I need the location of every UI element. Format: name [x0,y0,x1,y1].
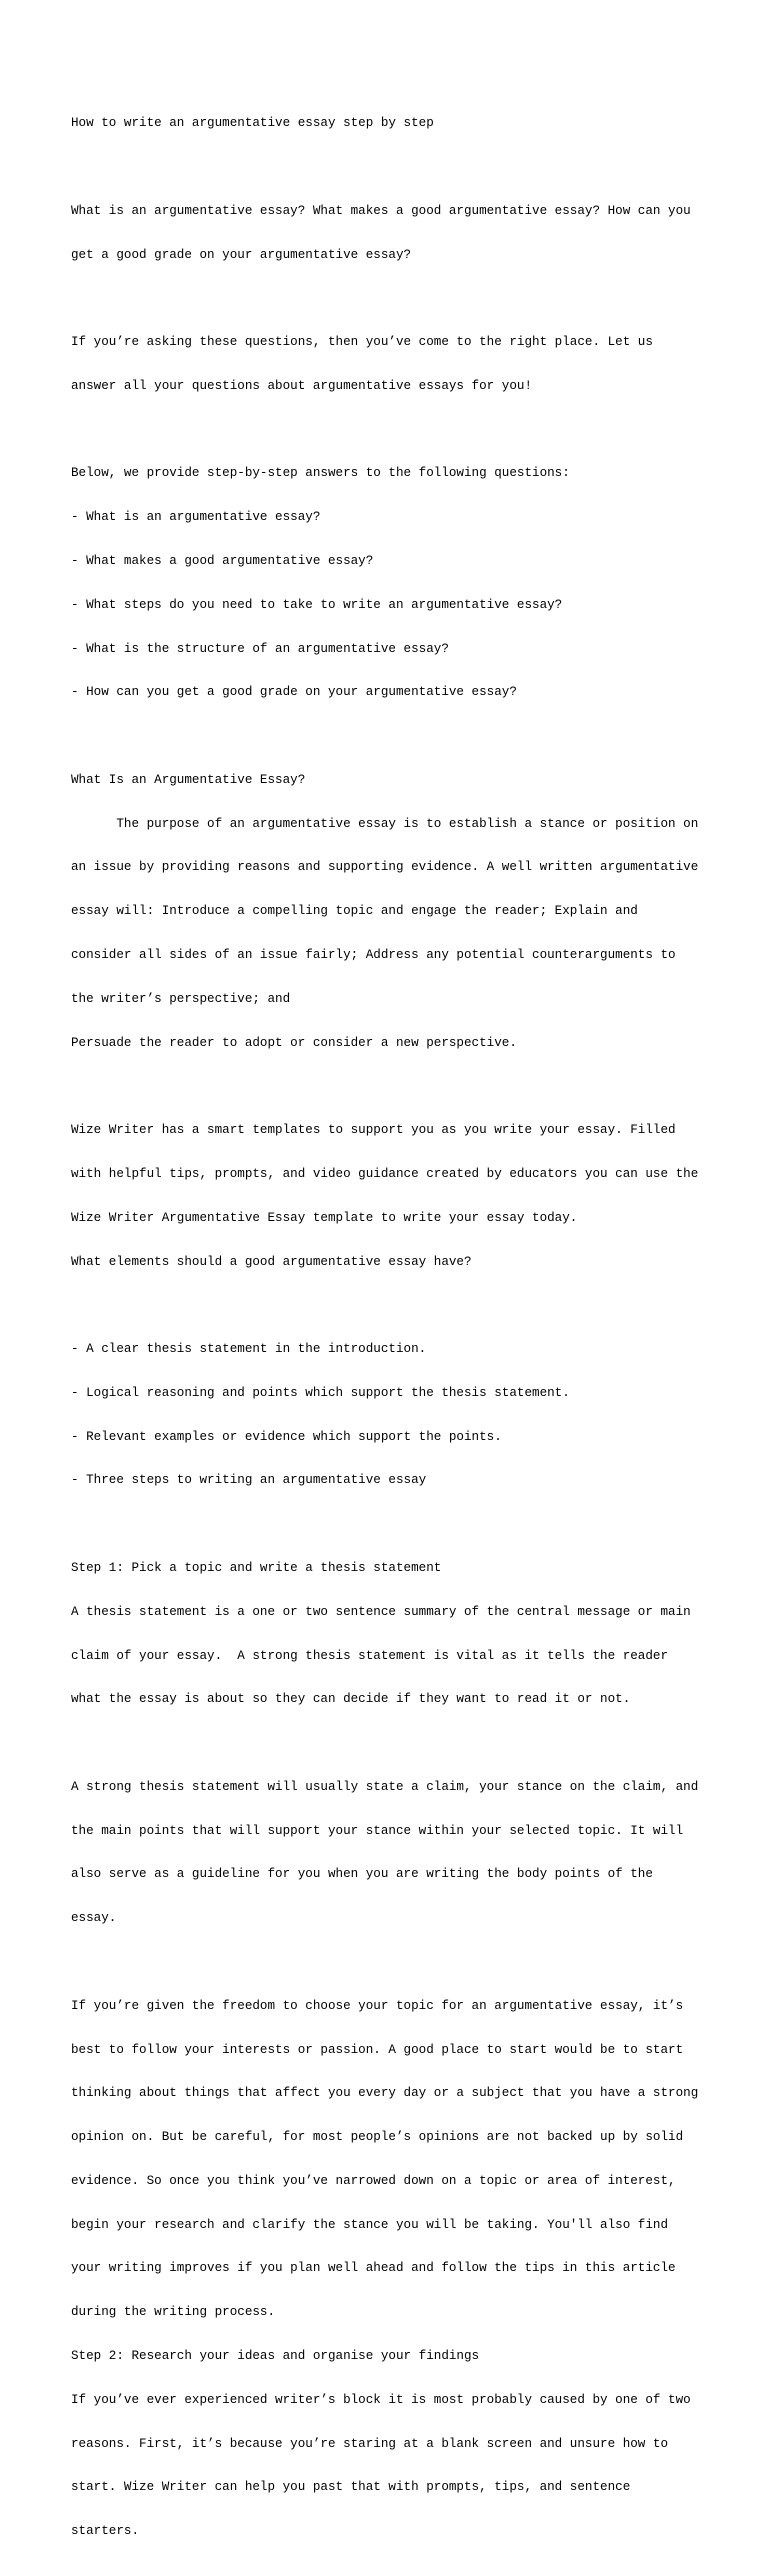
section-heading: What elements should a good argumentative essay have? [71,1254,472,1269]
text-line: an issue by providing reasons and supporting evidence. A well written argumentative [71,860,699,875]
list-item: - What is the structure of an argumentative essay? [71,641,449,656]
document-body [71,87,711,2568]
text-line: get a good grade on your argumentative essay? [71,247,412,262]
text-line: If you’re given the freedom to choose your topic for an argumentative essay, it’s [71,1998,684,2013]
text-line: Wize Writer has a smart templates to support you as you write your essay. Filled [71,1123,676,1138]
text-line: The purpose of an argumentative essay is to establish a stance or position on [71,816,699,831]
text-line [71,729,711,744]
text-line: Persuade the reader to adopt or consider a new perspective. [71,1035,517,1050]
text-line: opinion on. But be careful, for most people’s opinions are not backed up by solid [71,2130,684,2145]
list-item: - Three steps to writing an argumentative essay [71,1473,427,1488]
text-line [71,1955,711,1970]
text-line [71,1736,711,1751]
text-line: evidence. So once you think you’ve narrowed down on a topic or area of interest, [71,2173,676,2188]
list-item: - A clear thesis statement in the introduction. [71,1342,427,1357]
text-line: answer all your questions about argumentative essays for you! [71,378,533,393]
text-line: A thesis statement is a one or two sentence summary of the central message or main [71,1604,691,1619]
list-item: - What is an argumentative essay? [71,510,321,525]
text-line: reasons. First, it’s because you’re staring at a blank screen and unsure how to [71,2436,669,2451]
text-line: A strong thesis statement will usually state a claim, your stance on the claim, and [71,1779,699,1794]
text-line: essay will: Introduce a compelling topic and engage the reader; Explain and [71,904,638,919]
text-line: the writer’s perspective; and [71,991,291,1006]
text-line: What is an argumentative essay? What makes a good argumentative essay? How can you [71,203,691,218]
text-line: thinking about things that affect you every day or a subject that you have a strong [71,2086,699,2101]
text-line [71,1298,711,1313]
text-line: starters. [71,2524,140,2539]
list-item: - Relevant examples or evidence which support the points. [71,1429,502,1444]
list-item: - What steps do you need to take to write an argumentative essay? [71,597,563,612]
text-line: If you’ve ever experienced writer’s block it is most probably caused by one of two [71,2392,691,2407]
text-line: essay. [71,1911,117,1926]
text-line: during the writing process. [71,2305,276,2320]
text-line [71,1079,711,1094]
text-line: with helpful tips, prompts, and video guidance created by educators you can use the [71,1166,699,1181]
section-heading: Step 2: Research your ideas and organise your findings [71,2349,480,2364]
text-line: claim of your essay. A strong thesis statement is vital as it tells the reader [71,1648,669,1663]
text-line: also serve as a guideline for you when you are writing the body points of the [71,1867,653,1882]
text-line: begin your research and clarify the stance you will be taking. You'll also find [71,2217,669,2232]
text-line: If you’re asking these questions, then you’ve come to the right place. Let us [71,335,653,350]
document-title: How to write an argumentative essay step by step [71,116,434,131]
text-line: consider all sides of an issue fairly; Address any potential counterarguments to [71,948,676,963]
text-line [71,423,711,438]
text-line: Below, we provide step-by-step answers to the following questions: [71,466,570,481]
section-heading: Step 1: Pick a topic and write a thesis statement [71,1560,442,1575]
text-line [71,160,711,175]
text-line: the main points that will support your stance within your selected topic. It will [71,1823,684,1838]
text-line [71,1517,711,1532]
text-line: your writing improves if you plan well ahead and follow the tips in this article [71,2261,676,2276]
text-line [71,291,711,306]
text-line: Wize Writer Argumentative Essay template to write your essay today. [71,1210,578,1225]
list-item: - What makes a good argumentative essay? [71,554,374,568]
list-item: - Logical reasoning and points which support the thesis statement. [71,1385,570,1400]
list-item: - How can you get a good grade on your argumentative essay? [71,685,517,700]
text-line: best to follow your interests or passion. A good place to start would be to start [71,2042,684,2057]
section-heading: What Is an Argumentative Essay? [71,772,306,787]
text-line: start. Wize Writer can help you past that with prompts, tips, and sentence [71,2480,631,2495]
text-line: what the essay is about so they can decide if they want to read it or not. [71,1692,631,1707]
